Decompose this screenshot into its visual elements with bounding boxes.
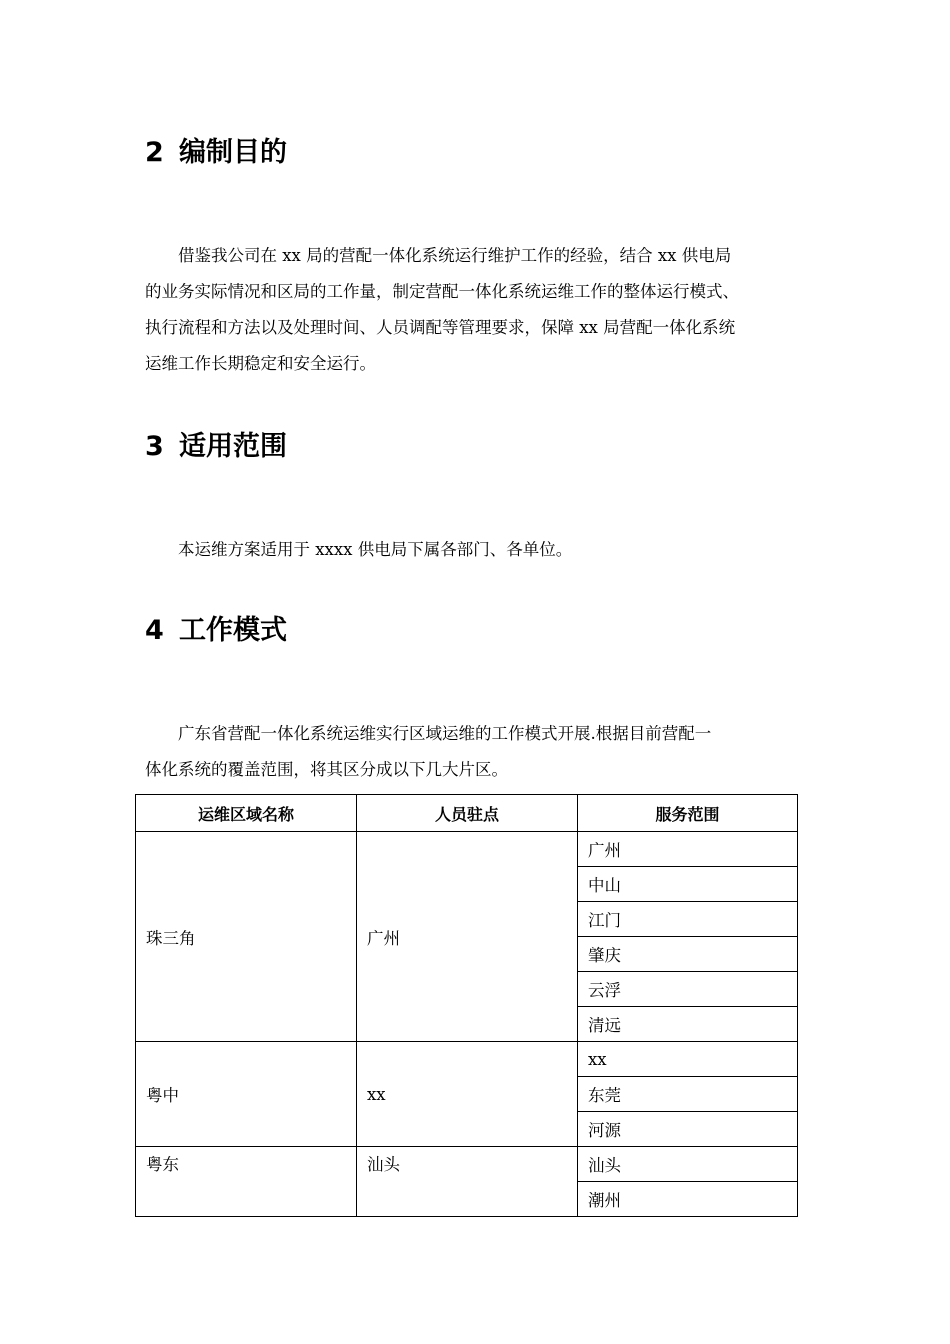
region-name: 粤中	[136, 1042, 357, 1147]
paragraph-purpose	[145, 238, 815, 382]
region-name: 珠三角	[136, 832, 357, 1042]
section-number: 4	[145, 615, 164, 646]
paragraph-scope	[145, 532, 815, 568]
paragraph-line: 的业务实际情况和区局的工作量，制定营配一体化系统运维工作的整体运行模式、	[145, 282, 739, 301]
section-number: 3	[145, 431, 164, 462]
service-area: 潮州	[578, 1182, 798, 1217]
section-title: 适用范围	[179, 431, 287, 462]
service-area: 河源	[578, 1112, 798, 1147]
column-header-service: 服务范围	[578, 795, 798, 832]
paragraph-line: 体化系统的覆盖范围，将其区分成以下几大片区。	[145, 760, 508, 779]
service-area: 清远	[578, 1007, 798, 1042]
service-area: 广州	[578, 832, 798, 867]
section-title: 工作模式	[179, 615, 287, 646]
table-row	[136, 832, 798, 867]
service-area: 汕头	[578, 1147, 798, 1182]
service-area: 中山	[578, 867, 798, 902]
column-header-base: 人员驻点	[357, 795, 578, 832]
table-header-row	[136, 795, 798, 832]
paragraph-mode	[145, 716, 815, 788]
paragraph-line: 广东省营配一体化系统运维实行区域运维的工作模式开展.根据目前营配一	[145, 724, 712, 743]
paragraph-line: 本运维方案适用于 xxxx 供电局下属各部门、各单位。	[145, 540, 573, 559]
section-title: 编制目的	[179, 137, 287, 168]
service-area: 肇庆	[578, 937, 798, 972]
region-base: 汕头	[357, 1147, 578, 1217]
table-row	[136, 1042, 798, 1077]
column-header-region: 运维区域名称	[136, 795, 357, 832]
region-table	[135, 794, 798, 1217]
paragraph-line: 借鉴我公司在 xx 局的营配一体化系统运行维护工作的经验，结合 xx 供电局	[145, 246, 732, 265]
section-heading-mode	[145, 608, 287, 647]
service-area: 江门	[578, 902, 798, 937]
region-name: 粤东	[136, 1147, 357, 1217]
paragraph-line: 运维工作长期稳定和安全运行。	[145, 354, 376, 373]
section-number: 2	[145, 137, 164, 168]
table-row	[136, 1147, 798, 1182]
service-area: 东莞	[578, 1077, 798, 1112]
section-heading-scope	[145, 424, 287, 463]
paragraph-line: 执行流程和方法以及处理时间、人员调配等管理要求，保障 xx 局营配一体化系统	[145, 318, 736, 337]
region-base: 广州	[357, 832, 578, 1042]
service-area: 云浮	[578, 972, 798, 1007]
section-heading-purpose	[145, 130, 287, 169]
region-base: xx	[357, 1042, 578, 1147]
service-area: xx	[578, 1042, 798, 1077]
